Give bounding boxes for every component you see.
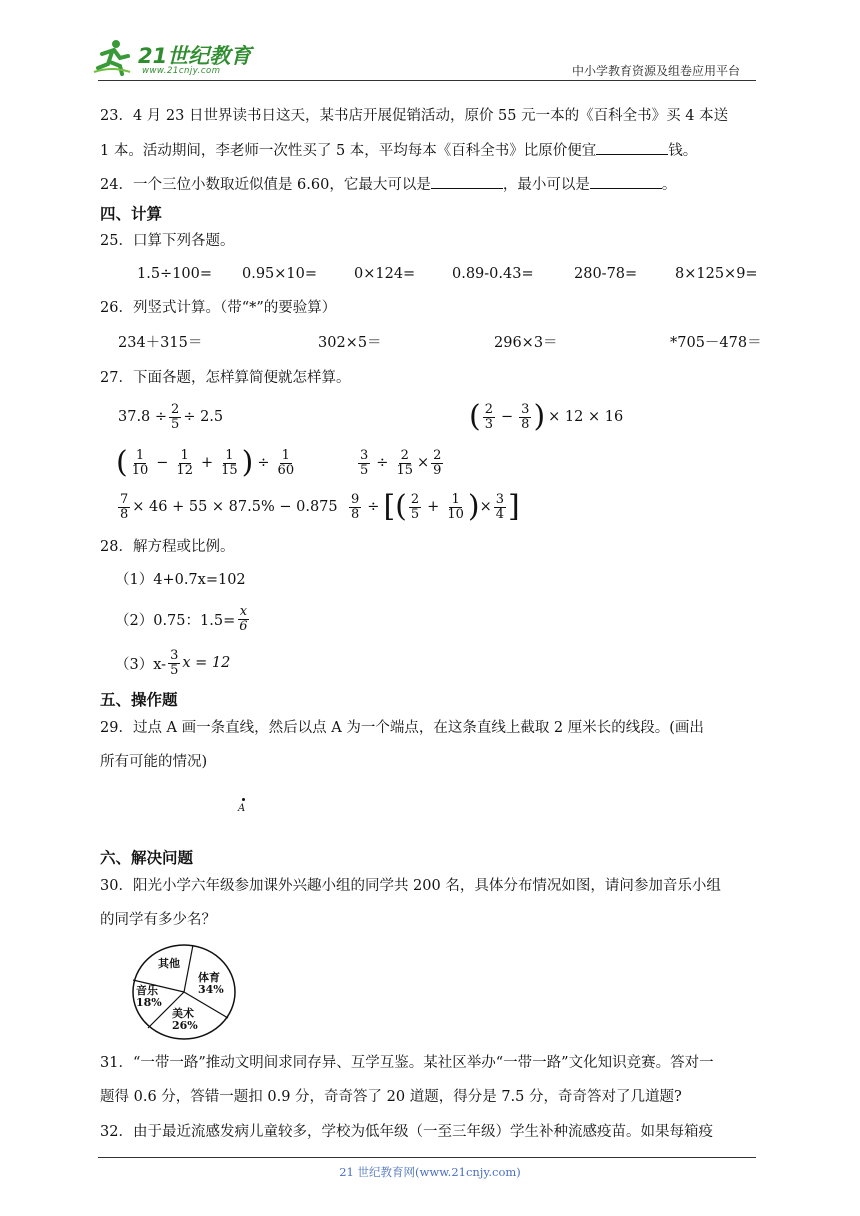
expr-text: × xyxy=(416,455,430,471)
q25-item-5: 280-78= xyxy=(574,266,638,282)
q30-line2: 的同学有多少名？ xyxy=(100,912,216,928)
runner-logo-icon xyxy=(92,36,132,76)
header-logo xyxy=(92,36,262,80)
fraction: $\frac{1}{12}$ xyxy=(176,447,193,478)
q25-item-2: 0.95×10= xyxy=(242,266,318,282)
q30-line1: 30．阳光小学六年级参加课外兴趣小组的同学共 200 名，具体分布情况如图，请问参加音乐小组 xyxy=(100,878,721,894)
fraction: $\frac{1}{60}$ xyxy=(277,447,295,478)
fraction: $\frac{2}{15}$ xyxy=(396,447,413,478)
pie-pct-sports: 34% xyxy=(198,983,224,996)
expr-text: 37.8 ÷ xyxy=(118,409,168,425)
answer-blank-min[interactable] xyxy=(590,174,662,189)
q23-line1: 23．4 月 23 日世界读书日这天，某书店开展促销活动，原价 55 元一本的《百科全书》买 4 本送 xyxy=(100,108,729,124)
q26-item-1: 234＋315＝ xyxy=(118,335,203,351)
fraction: $\frac{2}{5}$ xyxy=(171,401,180,432)
pie-pct-music: 18% xyxy=(136,996,162,1009)
q26-item-4: *705－478＝ xyxy=(670,335,762,351)
q28-item-1: （1）4+0.7x=102 xyxy=(115,572,246,588)
expr-text: × 46 + 55 × 87.5% − 0.875 xyxy=(132,499,338,515)
footer-rule xyxy=(98,1157,756,1158)
footer-text: 21 世纪教育网(www.21cnjy.com) xyxy=(339,1165,521,1179)
q31-line2: 题得 0.6 分，答错一题扣 0.9 分，奇奇答了 20 道题，得分是 7.5 分，奇奇答对了几道题? xyxy=(100,1089,682,1105)
fraction: $\frac{7}{8}$ xyxy=(120,491,129,522)
point-label: A xyxy=(238,803,246,814)
answer-blank-max[interactable] xyxy=(431,174,503,189)
expr-text: （3）x- xyxy=(115,656,167,673)
fraction: $\frac{2}{5}$ xyxy=(410,491,420,522)
pie-chart xyxy=(130,942,238,1042)
fraction: $\frac{x}{6}$ xyxy=(239,603,248,634)
q27-expr-6: $\frac{9}{8}$ ÷ [ ( $\frac{2}{5}$ + $\frac{1}{10}$ ) × $\frac{3}{4}$ ] xyxy=(351,489,520,524)
header-rule xyxy=(98,80,756,81)
q32-line1: 32．由于最近流感发病儿童较多，学校为低年级（一至三年级）学生补种流感疫苗。如果每箱疫 xyxy=(100,1124,713,1140)
pie-pct-art: 26% xyxy=(172,1019,198,1032)
section-heading-5: 五、操作题 xyxy=(100,691,178,709)
platform-name: 中小学教育资源及组卷应用平台 xyxy=(572,64,741,78)
q26-item-3: 296×3＝ xyxy=(494,335,558,351)
q29-line1: 29．过点 A 画一条直线，然后以点 A 为一个端点，在这条直线上截取 2 厘米长的线段。(画出 xyxy=(100,720,704,736)
fraction: $\frac{9}{8}$ xyxy=(351,491,360,522)
q25-item-6: 8×125×9= xyxy=(675,266,758,282)
fraction: $\frac{2}{3}$ xyxy=(484,401,493,432)
q28-title: 28．解方程或比例。 xyxy=(100,539,235,555)
section-heading-6: 六、解决问题 xyxy=(100,849,194,867)
expr-text: x = 12 xyxy=(182,655,231,671)
q27-expr-2: ( $\frac{2}{3}$ − $\frac{3}{8}$ ) × 12 × 16 xyxy=(469,399,624,434)
pie-label-art: 美术 xyxy=(172,1007,194,1020)
q24-text-c: 。 xyxy=(661,177,677,193)
q26-title: 26．列竖式计算。（带“*”的要验算） xyxy=(100,300,337,316)
expr-text: ÷ 2.5 xyxy=(183,409,224,425)
pie-label-sports: 体育 xyxy=(198,971,220,984)
q28-item-2 xyxy=(115,602,252,636)
q27-expr-1 xyxy=(118,400,223,434)
q23-line2 xyxy=(100,140,697,161)
q26-item-2: 302×5＝ xyxy=(318,335,382,351)
q27-expr-4: $\frac{3}{5}$ ÷ $\frac{2}{15}$ × $\frac{2}{9}$ xyxy=(360,447,442,478)
q24-text-b: ，最小可以是 xyxy=(502,177,590,193)
q27-title: 27．下面各题，怎样算简便就怎样算。 xyxy=(100,370,351,386)
q28-item-3 xyxy=(115,646,230,680)
expr-text: × 12 × 16 xyxy=(548,409,624,425)
pie-label-other: 其他 xyxy=(158,957,180,970)
fraction: $\frac{3}{5}$ xyxy=(170,647,179,678)
q29-line2: 所有可能的情况) xyxy=(100,754,208,770)
fraction: $\frac{3}{4}$ xyxy=(495,491,505,522)
fraction: $\frac{2}{9}$ xyxy=(433,447,442,478)
fraction: $\frac{1}{15}$ xyxy=(221,447,238,478)
logo-url: www.21cnjy.com xyxy=(142,66,221,76)
answer-blank[interactable] xyxy=(596,140,668,155)
logo-text: 21世纪教育 xyxy=(138,44,252,68)
q27-expr-5 xyxy=(116,490,338,524)
q24 xyxy=(100,174,676,195)
q25-item-1: 1.5÷100= xyxy=(137,266,213,282)
q23-text-b: 钱。 xyxy=(668,143,698,159)
q24-text-a: 24．一个三位小数取近似值是 6.60，它最大可以是 xyxy=(100,177,431,193)
q23-text-a: 1 本。活动期间，李老师一次性买了 5 本，平均每本《百科全书》比原价便宜 xyxy=(100,143,597,159)
fraction: $\frac{1}{10}$ xyxy=(447,491,464,522)
expr-text: （2）0.75：1.5= xyxy=(115,612,236,629)
fraction: $\frac{1}{10}$ xyxy=(131,447,149,478)
q25-title: 25．口算下列各题。 xyxy=(100,233,235,249)
q27-expr-3: ( $\frac{1}{10}$ − $\frac{1}{12}$ + $\frac{1}{15}$ ) ÷ $\frac{1}{60}$ xyxy=(116,445,295,480)
fraction: $\frac{3}{8}$ xyxy=(521,401,530,432)
expr-text: × xyxy=(479,499,492,515)
pie-label-music: 音乐 xyxy=(136,984,158,997)
q31-line1: 31．“一带一路”推动文明间求同存异、互学互鉴。某社区举办“一带一路”文化知识竞赛。答对一 xyxy=(100,1055,714,1071)
point-dot xyxy=(242,798,245,801)
q25-item-3: 0×124= xyxy=(354,266,416,282)
q25-item-4: 0.89-0.43= xyxy=(452,266,534,282)
section-heading-4: 四、计算 xyxy=(100,205,163,223)
fraction: $\frac{3}{5}$ xyxy=(360,447,369,478)
